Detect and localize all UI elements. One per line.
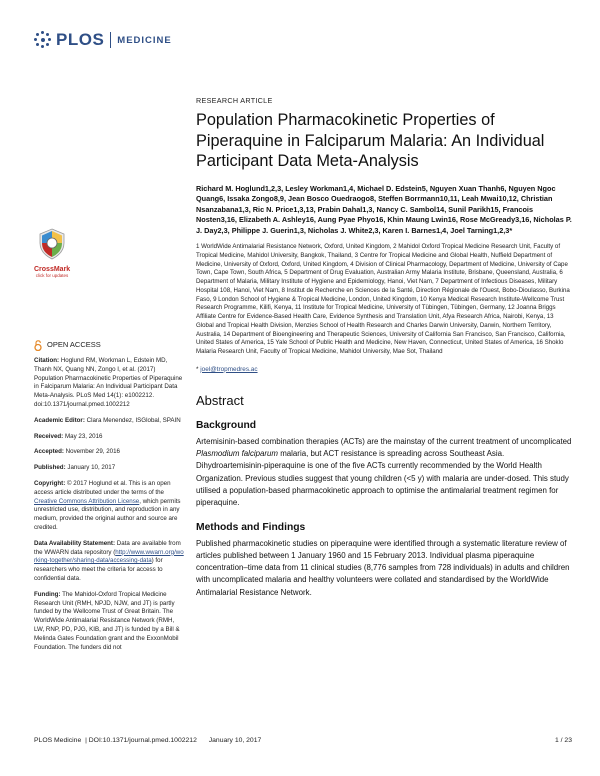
copyright-block [34,480,184,533]
article-main [196,96,572,599]
open-access-label [34,340,184,351]
data-availability-label: Data Availability Statement: [34,539,116,547]
abstract-heading: Abstract [196,392,244,408]
corresponding-email[interactable]: * joel@tropmedres.ac [196,365,258,373]
article-type: RESEARCH ARTICLE [196,96,273,105]
footer-date: January 10, 2017 [208,737,262,744]
affiliation-list: 1 WorldWide Antimalarial Resistance Network, Oxford, United Kingdom, 2 Mahidol Oxford Tropical Medicine Research Unit, Faculty of Tropical Medicine, Mahidol University, Bangkok, Thailand, 3 Centre for Tropical Medicine and Global Health, Nuffield Department of Medicine, University of Oxford, Oxford, United Kingdom, 4 Division of Clinical Pharmacology, Department of Medicine, University of Cape Town, Cape Town, South Africa, 5 Department of Drug Evaluation, Australian Army Malaria Institute, Brisbane, Queensland, Australia, 6 Department of Malaria, Military Institute of Hygiene and Epidemiology, Hanoi, Viet Nam, 7 Department of Infectious Diseases, Military Hospital 108, Hanoi, Viet Nam, 8 Institut de Recherche en Sciences de la Santé, Direction Régionale de l'Ouest, Bobo-Dioulasso, Burkina Faso, 9 London School of Hygiene & Tropical Medicine, London, United Kingdom, 10 Kenya Medical Research Institute-Wellcome Trust Research Programme, Kilifi, Kenya, 11 Institute for Tropical Medicine, University of Tübingen, Tübingen, Germany, 12 Joanna Briggs Affiliate Centre for Evidence-Based Health Care, Evidence Synthesis and Translation Unit, Afya Research Africa, Nairobi, Kenya, 13 Global and Tropical Health Division, Menzies School of Health Research and Charles Darwin University, Darwin, Northern Territory, Australia, 14 Department of Bioengineering and Therapeutic Sciences, University of California San Francisco, San Francisco, California, United States of America, 15 Yale School of Public Health and Medicine, New Haven, Connecticut, United States of America, 16 Shoklo Malaria Research Unit, Faculty of Tropical Medicine, Mahidol University, Mae Sot, Thailand [196,243,570,355]
received-block [34,433,184,442]
data-availability-text-cont: ) for researchers who meet the criteria for access to confidential data. [34,557,163,582]
article-info-sidebar [34,340,184,659]
copyright-text: © 2017 Hoglund et al. This is an open access article distributed under the terms of the [34,479,171,496]
article-title: Population Pharmacokinetic Properties of Piperaquine in Falciparum Malaria: An Individual Participant Data Meta-Analysis [196,111,545,170]
background-text-part: malaria, but ACT resistance is spreading across Southeast Asia. Dihydroartemisinin-piperaquine is one of the five ACTs currently recommended by the World Health Organization. Previous studies suggest that young children (<5 y) with malaria are under-dosed. This study utilised a population-based pharmacokinetic approach to optimise the antimalarial treatment regimen for piperaquine. [196,449,569,508]
footer-doi: | DOI:10.1371/journal.pmed.1002212 [85,737,197,744]
journal-logo[interactable] [34,30,172,50]
license-link[interactable]: Creative Commons Attribution License [34,497,140,505]
crossmark-badge[interactable] [34,228,70,278]
received-date: May 23, 2016 [64,432,103,440]
accepted-date: November 29, 2016 [65,448,121,456]
editor-label: Academic Editor: [34,416,85,424]
copyright-text-cont: , which permits unrestricted use, distribution, and reproduction in any medium, provided the original author and source are credited. [34,497,181,531]
funding-label: Funding: [34,590,61,598]
published-label: Published: [34,464,66,472]
accepted-block [34,448,184,457]
funding-block [34,591,184,653]
citation-label: Citation: [34,357,60,364]
logo-divider [110,32,111,48]
footer-journal: PLOS Medicine [34,737,82,744]
published-block [34,464,184,473]
background-text [196,436,572,510]
page-number: 1 / 23 [554,737,572,744]
accepted-label: Accepted: [34,448,64,456]
methods-text: Published pharmacokinetic studies on piperaquine were identified through a systematic literature review of articles published between 1 January 1960 and 15 February 2013. Individual plasma piperaquine concentration–time data from 11 clinical studies (8,776 samples from 728 individuals) in adults and children with uncomplicated malaria and healthy volunteers were collated and standardised by the WorldWide Antimalarial Resistance Network. [196,538,570,597]
author-list: Richard M. Hoglund1,2,3, Lesley Workman1,4, Michael D. Edstein5, Nguyen Xuan Thanh6, Nguyen Ngoc Quang6, Issaka Zongo8,9, Jean Bosco Ouedraogo8, Steffen Borrmann10,11, Leah Mwai10,12, Christian Nsanzabana1,3, Ric N. Price1,3,13, Prabin Dahal1,3, Nancy C. Sambol14, Sunil Parikh15, Francois Nosten3,16, Elizabeth A. Ashley16, Aung Pyae Phyo16, Khin Maung Lwin16, Rose McGready3,16, Nicholas P. J. Day2,3, Philippe J. Guerin1,3, Nicholas J. White2,3, Karen I. Barnes1,4, Joel Tarning1,2,3* [196,183,572,235]
background-heading: Background [196,419,257,431]
data-availability-block [34,540,184,584]
brand-name: PLOS [56,30,105,49]
data-repository-link[interactable]: http://www.wwarn.org/working-together/sharing-data/accessing-data [34,548,184,565]
editor-text: Clara Menendez, ISGlobal, SPAIN [86,416,181,424]
funding-text: The Mahidol-Oxford Tropical Medicine Research Unit (RMH, NPJD, NJW, and JT) is partly funded by the Wellcome Trust of Great Britain. The WorldWide Antimalarial Resistance Network (RMH, LW, RNP, PD, PJG, KIB, and JT) is funded by a Bill & Melinda Gates Foundation grant and the ExxonMobil Foundation. The funders did not [34,590,180,651]
page-footer [34,737,572,744]
crossmark-sublabel: click for updates [35,273,69,278]
published-date: January 10, 2017 [67,464,116,472]
citation-text: Hoglund RM, Workman L, Edstein MD, Thanh NX, Quang NN, Zongo I, et al. (2017) Population Pharmacokinetic Properties of Piperaquine in Falciparum Malaria: An Individual Participant Data Meta-Analysis. PLoS Med 14(1): e1002212. doi:10.1371/journal.pmed.1002212 [34,357,183,408]
data-availability-text: Data are available from the WWARN data repository ( [34,539,181,556]
footer-citation [34,737,263,744]
plos-logo-icon [34,31,52,49]
crossmark-icon [39,228,65,260]
crossmark-label: CrossMark [34,266,71,273]
journal-name: MEDICINE [117,34,172,46]
received-label: Received: [34,432,64,440]
methods-heading: Methods and Findings [196,521,306,533]
email-link[interactable]: joel@tropmedres.ac [200,365,258,373]
citation-block [34,357,184,410]
species-name: Plasmodium falciparum [196,449,279,459]
background-text-part: Artemisinin-based combination therapies (ACTs) are the mainstay of the current treatment of uncomplicated [196,436,572,446]
copyright-label: Copyright: [34,479,66,487]
open-lock-icon [34,340,42,351]
editor-block [34,417,184,426]
open-access-text: OPEN ACCESS [47,340,101,350]
